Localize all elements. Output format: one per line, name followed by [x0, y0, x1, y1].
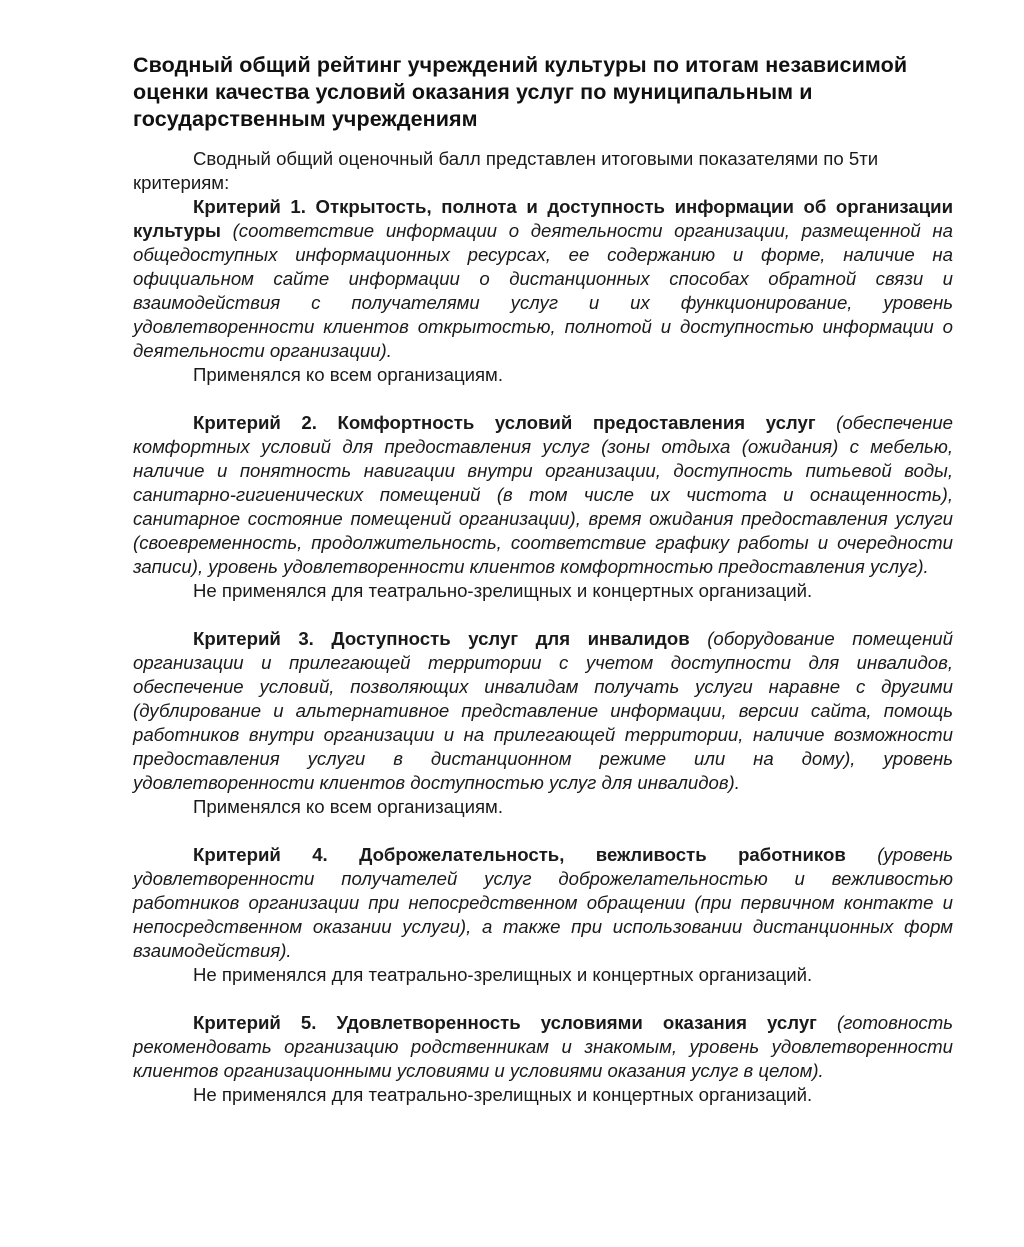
- criterion-4: [133, 843, 953, 987]
- criterion-paragraph: [133, 1011, 953, 1083]
- criterion-paragraph: [133, 843, 953, 963]
- criterion-description: (уровень удовлетворенности получателей услуг доброжелательностью и вежливостью работников организации при непосредственном обращении (при первичном контакте и непосредственном оказании услуги), а также при использовании дистанционных форм взаимодействия).: [133, 844, 954, 961]
- criterion-applicability: Не применялся для театрально-зрелищных и концертных организаций.: [193, 580, 813, 601]
- criterion-title: Критерий 2. Комфортность условий предоставления услуг: [193, 412, 816, 433]
- spacer: [133, 987, 953, 1011]
- criterion-title: Критерий 5. Удовлетворенность условиями оказания услуг: [193, 1012, 817, 1033]
- criterion-description: (соответствие информации о деятельности организации, размещенной на общедоступных информационных ресурсах, ее содержанию и форме, наличие на официальном сайте информации о дистанционных способах обратной связи и взаимодействия с получателями услуг и их функционирование, уровень удовлетворенности клиентов открытостью, полнотой и доступностью информации о деятельности организации).: [133, 220, 953, 361]
- criterion-title: Критерий 1. Открытость, полнота и доступность информации об организации культуры: [133, 196, 953, 241]
- criterion-title: Критерий 4. Доброжелательность, вежливость работников: [193, 844, 846, 865]
- criterion-applicability: Применялся ко всем организациям.: [193, 796, 504, 817]
- spacer: [133, 387, 953, 411]
- criterion-2: [133, 411, 953, 603]
- criterion-applicability: Применялся ко всем организациям.: [193, 364, 504, 385]
- criterion-paragraph: [133, 411, 953, 579]
- intro-paragraph: Сводный общий оценочный балл представлен итоговыми показателями по 5ти критериям:: [133, 148, 879, 193]
- criterion-applicability: Не применялся для театрально-зрелищных и концертных организаций.: [193, 964, 813, 985]
- criterion-paragraph: [133, 195, 953, 363]
- criterion-description: (обеспечение комфортных условий для предоставления услуг (зоны отдыха (ожидания) с мебелью, наличие и понятность навигации внутри организации, доступность питьевой воды, санитарно-гигиенических помещений (в том числе их чистота и оснащенность), санитарное состояние помещений организации), время ожидания предоставления услуги (своевременность, продолжительность, соответствие графику работы и очередности записи), уровень удовлетворенности клиентов комфортностью предоставления услуг).: [133, 412, 953, 577]
- criterion-applicability: Не применялся для театрально-зрелищных и концертных организаций.: [193, 1084, 813, 1105]
- criterion-paragraph: [133, 627, 953, 795]
- criterion-3: [133, 627, 953, 819]
- spacer: [133, 819, 953, 843]
- criterion-1: [133, 195, 953, 387]
- criterion-title: Критерий 3. Доступность услуг для инвалидов: [193, 628, 690, 649]
- criterion-5: [133, 1011, 953, 1107]
- document-title: Сводный общий рейтинг учреждений культуры по итогам независимой оценки качества условий оказания услуг по муниципальным и государственным учреждениям: [133, 53, 908, 131]
- spacer: [133, 603, 953, 627]
- document-page: [133, 52, 953, 1107]
- criterion-description: (оборудование помещений организации и прилегающей территории с учетом доступности для инвалидов, обеспечение условий, позволяющих инвалидам получать услуги наравне с другими (дублирование и альтернативное представление информации, версии сайта, помощь работников внутри организации и на прилегающей территории, наличие возможности предоставления услуги в дистанционном режиме или на дому), уровень удовлетворенности клиентов доступностью услуг для инвалидов).: [133, 628, 953, 793]
- criterion-description: (готовность рекомендовать организацию родственникам и знакомым, уровень удовлетворенности клиентов организационными условиями и условиями оказания услуг в целом).: [133, 1012, 953, 1081]
